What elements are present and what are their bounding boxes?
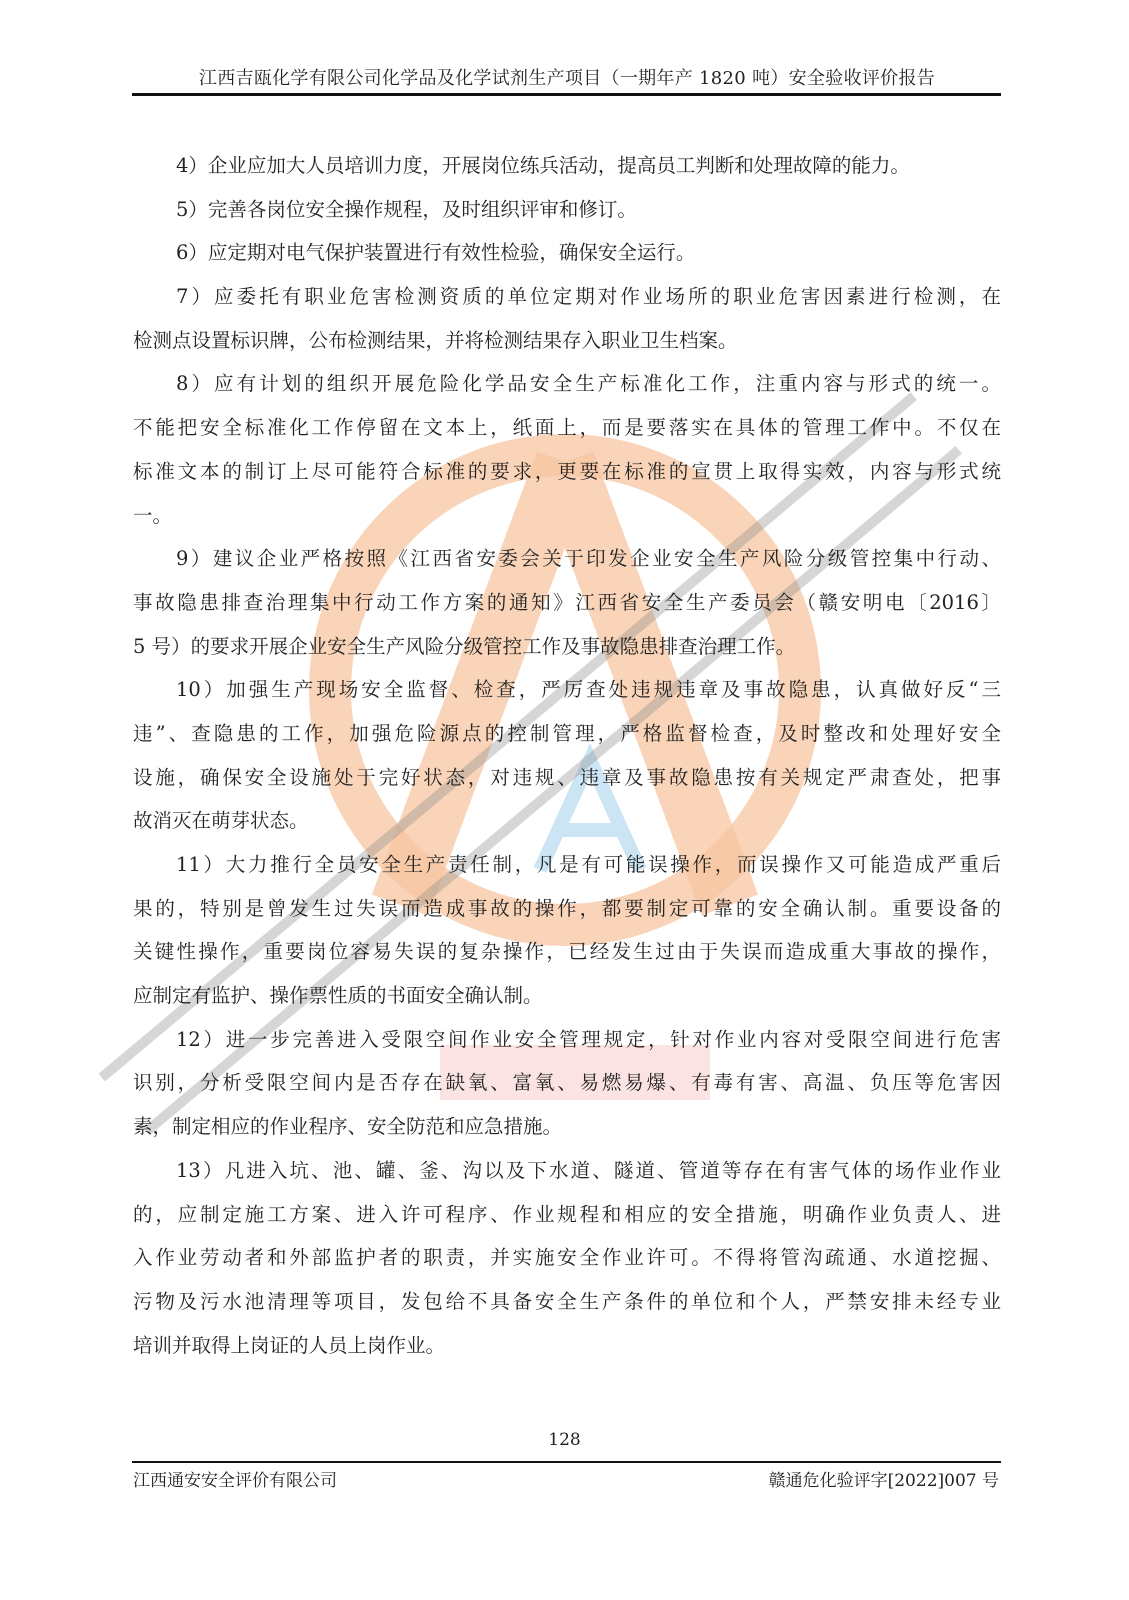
paragraph <box>133 188 1001 232</box>
footer-rule <box>132 1461 1001 1463</box>
footer-company: 江西通安安全评价有限公司 <box>133 1471 337 1491</box>
text-line: 果的，特别是曾发生过失误而造成事故的操作，都要制定可靠的安全确认制。重要设备的 <box>133 896 1001 920</box>
text-line: 关键性操作，重要岗位容易失误的复杂操作，已经发生过由于失误而造成重大事故的操作， <box>133 940 1001 964</box>
paragraph <box>133 668 1001 843</box>
paragraph <box>133 537 1001 668</box>
paragraph <box>133 144 1001 188</box>
header-rule <box>132 93 1001 96</box>
paragraph <box>133 1018 1001 1149</box>
text-line: 事故隐患排查治理集中行动工作方案的通知》江西省安全生产委员会（赣安明电〔2016〕 <box>133 590 1001 614</box>
text-line: 9）建议企业严格按照《江西省安委会关于印发企业安全生产风险分级管控集中行动、 <box>176 547 1001 571</box>
text-line: 5）完善各岗位安全操作规程，及时组织评审和修订。 <box>176 197 637 221</box>
text-line: 素，制定相应的作业程序、安全防范和应急措施。 <box>133 1115 563 1139</box>
page-number: 128 <box>548 1430 581 1450</box>
paragraph <box>133 1149 1001 1367</box>
text-line: 一。 <box>133 503 173 527</box>
document-header: 江西吉瓯化学有限公司化学品及化学试剂生产项目（一期年产 1820 吨）安全验收评价报告 <box>198 68 936 89</box>
text-line: 13）凡进入坑、池、罐、釜、沟以及下水道、隧道、管道等存在有害气体的场作业作业 <box>176 1158 1001 1182</box>
text-line: 12）进一步完善进入受限空间作业安全管理规定，针对作业内容对受限空间进行危害 <box>176 1027 1001 1051</box>
text-line: 设施，确保安全设施处于完好状态，对违规、违章及事故隐患按有关规定严肃查处，把事 <box>133 765 1001 789</box>
text-line: 7）应委托有职业危害检测资质的单位定期对作业场所的职业危害因素进行检测，在 <box>176 285 1001 309</box>
text-line: 识别，分析受限空间内是否存在缺氧、富氧、易燃易爆、有毒有害、高温、负压等危害因 <box>133 1071 1001 1095</box>
paragraph <box>133 231 1001 275</box>
text-line: 4）企业应加大人员培训力度，开展岗位练兵活动，提高员工判断和处理故障的能力。 <box>176 154 910 177</box>
text-line: 污物及污水池清理等项目，发包给不具备安全生产条件的单位和个人，严禁安排未经专业 <box>133 1289 1001 1313</box>
paragraph <box>133 275 1001 362</box>
text-line: 违”、查隐患的工作，加强危险源点的控制管理，严格监督检查，及时整改和处理好安全 <box>133 721 1001 745</box>
text-line: 10）加强生产现场安全监督、检查，严厉查处违规违章及事故隐患，认真做好反“三 <box>176 678 1001 702</box>
text-line: 入作业劳动者和外部监护者的职责，并实施安全作业许可。不得将管沟疏通、水道挖掘、 <box>133 1246 1001 1270</box>
text-line: 11）大力推行全员安全生产责任制，凡是有可能误操作，而误操作又可能造成严重后 <box>176 853 1001 876</box>
document-body <box>133 144 1001 1367</box>
text-line: 标准文本的制订上尽可能符合标准的要求，更要在标准的宣贯上取得实效，内容与形式统 <box>133 459 1001 483</box>
text-line: 8）应有计划的组织开展危险化学品安全生产标准化工作，注重内容与形式的统一。 <box>176 372 1001 396</box>
paragraph <box>133 362 1001 537</box>
text-line: 的，应制定施工方案、进入许可程序、作业规程和相应的安全措施，明确作业负责人、进 <box>133 1202 1001 1226</box>
text-line: 不能把安全标准化工作停留在文本上，纸面上，而是要落实在具体的管理工作中。不仅在 <box>133 416 1001 440</box>
text-line: 6）应定期对电气保护装置进行有效性检验，确保安全运行。 <box>176 241 696 265</box>
text-line: 检测点设置标识牌，公布检测结果，并将检测结果存入职业卫生档案。 <box>133 328 738 352</box>
text-line: 培训并取得上岗证的人员上岗作业。 <box>133 1333 446 1357</box>
text-line: 应制定有监护、操作票性质的书面安全确认制。 <box>133 984 543 1008</box>
footer-document-number: 赣通危化验评字[2022]007 号 <box>768 1471 999 1491</box>
text-line: 故消灭在萌芽状态。 <box>133 809 309 833</box>
text-line: 5 号）的要求开展企业安全生产风险分级管控工作及事故隐患排查治理工作。 <box>133 634 796 658</box>
paragraph <box>133 843 1001 1018</box>
